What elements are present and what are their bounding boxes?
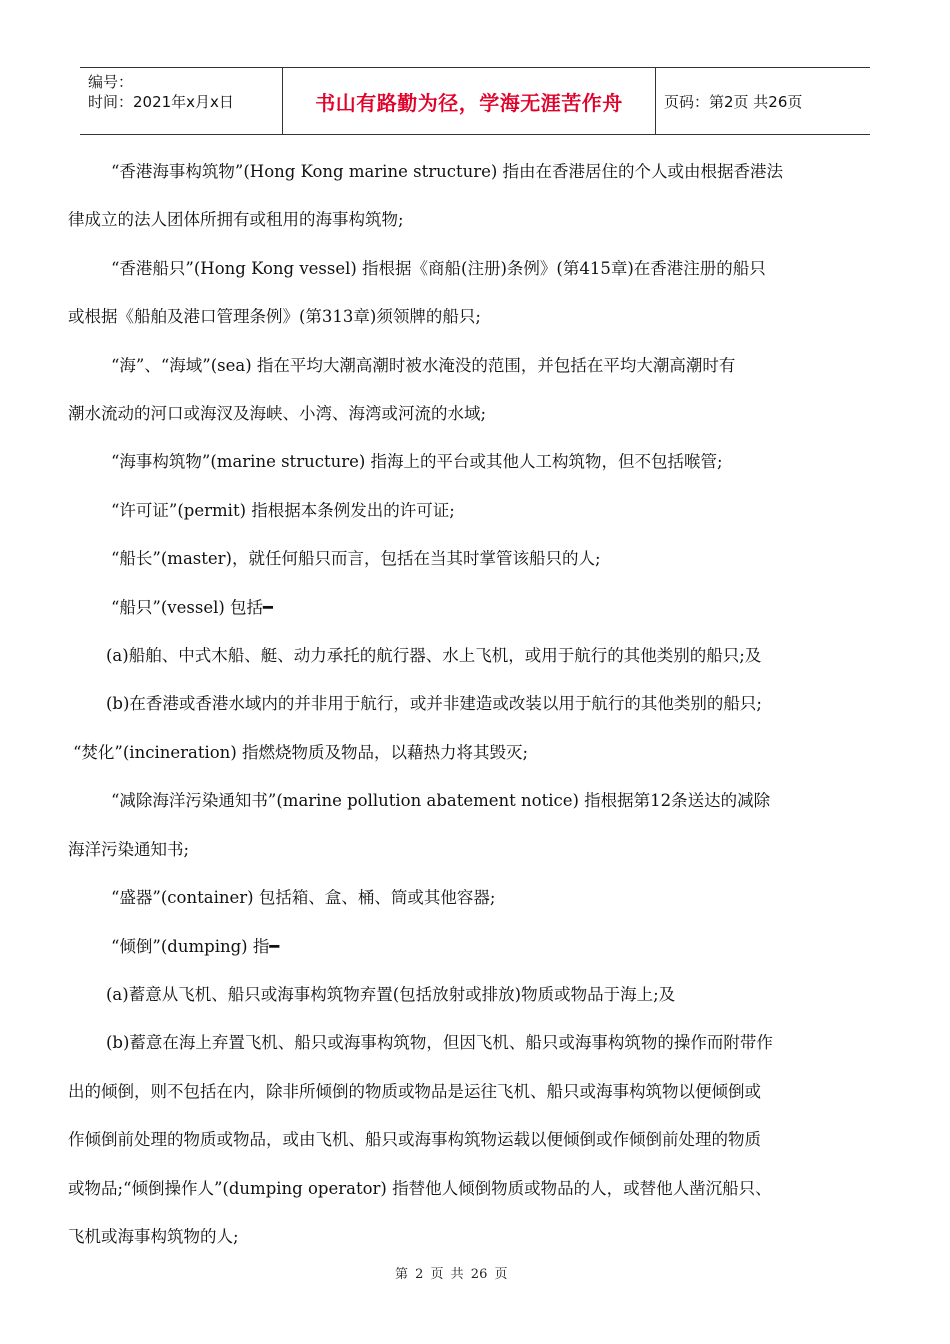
paragraph-line: 出的倾倒，则不包括在内，除非所倾倒的物质或物品是运往飞机、船只或海事构筑物以便倾倒或: [68, 1081, 761, 1101]
paragraph-line: “海”、“海域”(sea) 指在平均大潮高潮时被水淹没的范围，并包括在平均大潮高潮时有: [111, 355, 736, 375]
page-header: [80, 67, 870, 135]
paragraph-line: (b)蓄意在海上弃置飞机、船只或海事构筑物，但因飞机、船只或海事构筑物的操作而附带作: [106, 1033, 773, 1053]
paragraph-line: 海洋污染通知书;: [68, 839, 190, 859]
paragraph-line: 或物品;“倾倒操作人”(dumping operator) 指替他人倾倒物质或物品的人，或替他人凿沉船只、: [68, 1178, 772, 1198]
paragraph-line: “香港海事构筑物”(Hong Kong marine structure) 指由在香港居住的个人或由根据香港法: [111, 162, 784, 181]
paragraph-line: “船长”(master)，就任何船只而言，包括在当其时掌管该船只的人;: [111, 549, 601, 569]
document-date: 时间：2021年x月x日: [88, 93, 234, 111]
header-page-info: 页码：第2页 共26页: [664, 92, 803, 111]
paragraph-line: “减除海洋污染通知书”(marine pollution abatement notice) 指根据第12条送达的减除: [111, 791, 771, 811]
document-number-label: 编号：: [88, 73, 134, 91]
paragraph-line: 飞机或海事构筑物的人;: [68, 1226, 239, 1246]
paragraph-line: “香港船只”(Hong Kong vessel) 指根据《商船(注册)条例》(第415章)在香港注册的船只: [111, 258, 766, 278]
paragraph-line: “焚化”(incineration) 指燃烧物质及物品，以藉热力将其毁灭;: [73, 742, 529, 762]
paragraph-line: (a)船舶、中式木船、艇、动力承托的航行器、水上飞机，或用于航行的其他类别的船只;及: [106, 646, 762, 666]
paragraph-line: “倾倒”(dumping) 指━: [111, 936, 280, 956]
page-footer: 第 2 页 共 26 页: [395, 1267, 508, 1282]
paragraph-line: 或根据《船舶及港口管理条例》(第313章)须领牌的船只;: [68, 307, 481, 327]
paragraph-line: (a)蓄意从飞机、船只或海事构筑物弃置(包括放射或排放)物质或物品于海上;及: [106, 984, 676, 1004]
header-divider-2: [655, 67, 656, 135]
document-body: [68, 148, 886, 1261]
paragraph-line: (b)在香港或香港水域内的并非用于航行，或并非建造或改装以用于航行的其他类别的船只;: [106, 694, 762, 714]
header-meta: [88, 72, 278, 112]
paragraph-line: “船只”(vessel) 包括━: [111, 597, 273, 617]
header-motto: 书山有路勤为径，学海无涯苦作舟: [315, 90, 623, 115]
paragraph-line: “海事构筑物”(marine structure) 指海上的平台或其他人工构筑物，但不包括喉管;: [111, 452, 723, 472]
paragraph-line: 律成立的法人团体所拥有或租用的海事构筑物;: [68, 210, 404, 230]
paragraph-line: “盛器”(container) 包括箱、盒、桶、筒或其他容器;: [111, 888, 496, 908]
paragraph-line: “许可证”(permit) 指根据本条例发出的许可证;: [111, 500, 455, 520]
paragraph-line: 作倾倒前处理的物质或物品，或由飞机、船只或海事构筑物运载以便倾倒或作倾倒前处理的物质: [68, 1130, 761, 1150]
paragraph-line: 潮水流动的河口或海汊及海峡、小湾、海湾或河流的水域;: [68, 404, 487, 424]
